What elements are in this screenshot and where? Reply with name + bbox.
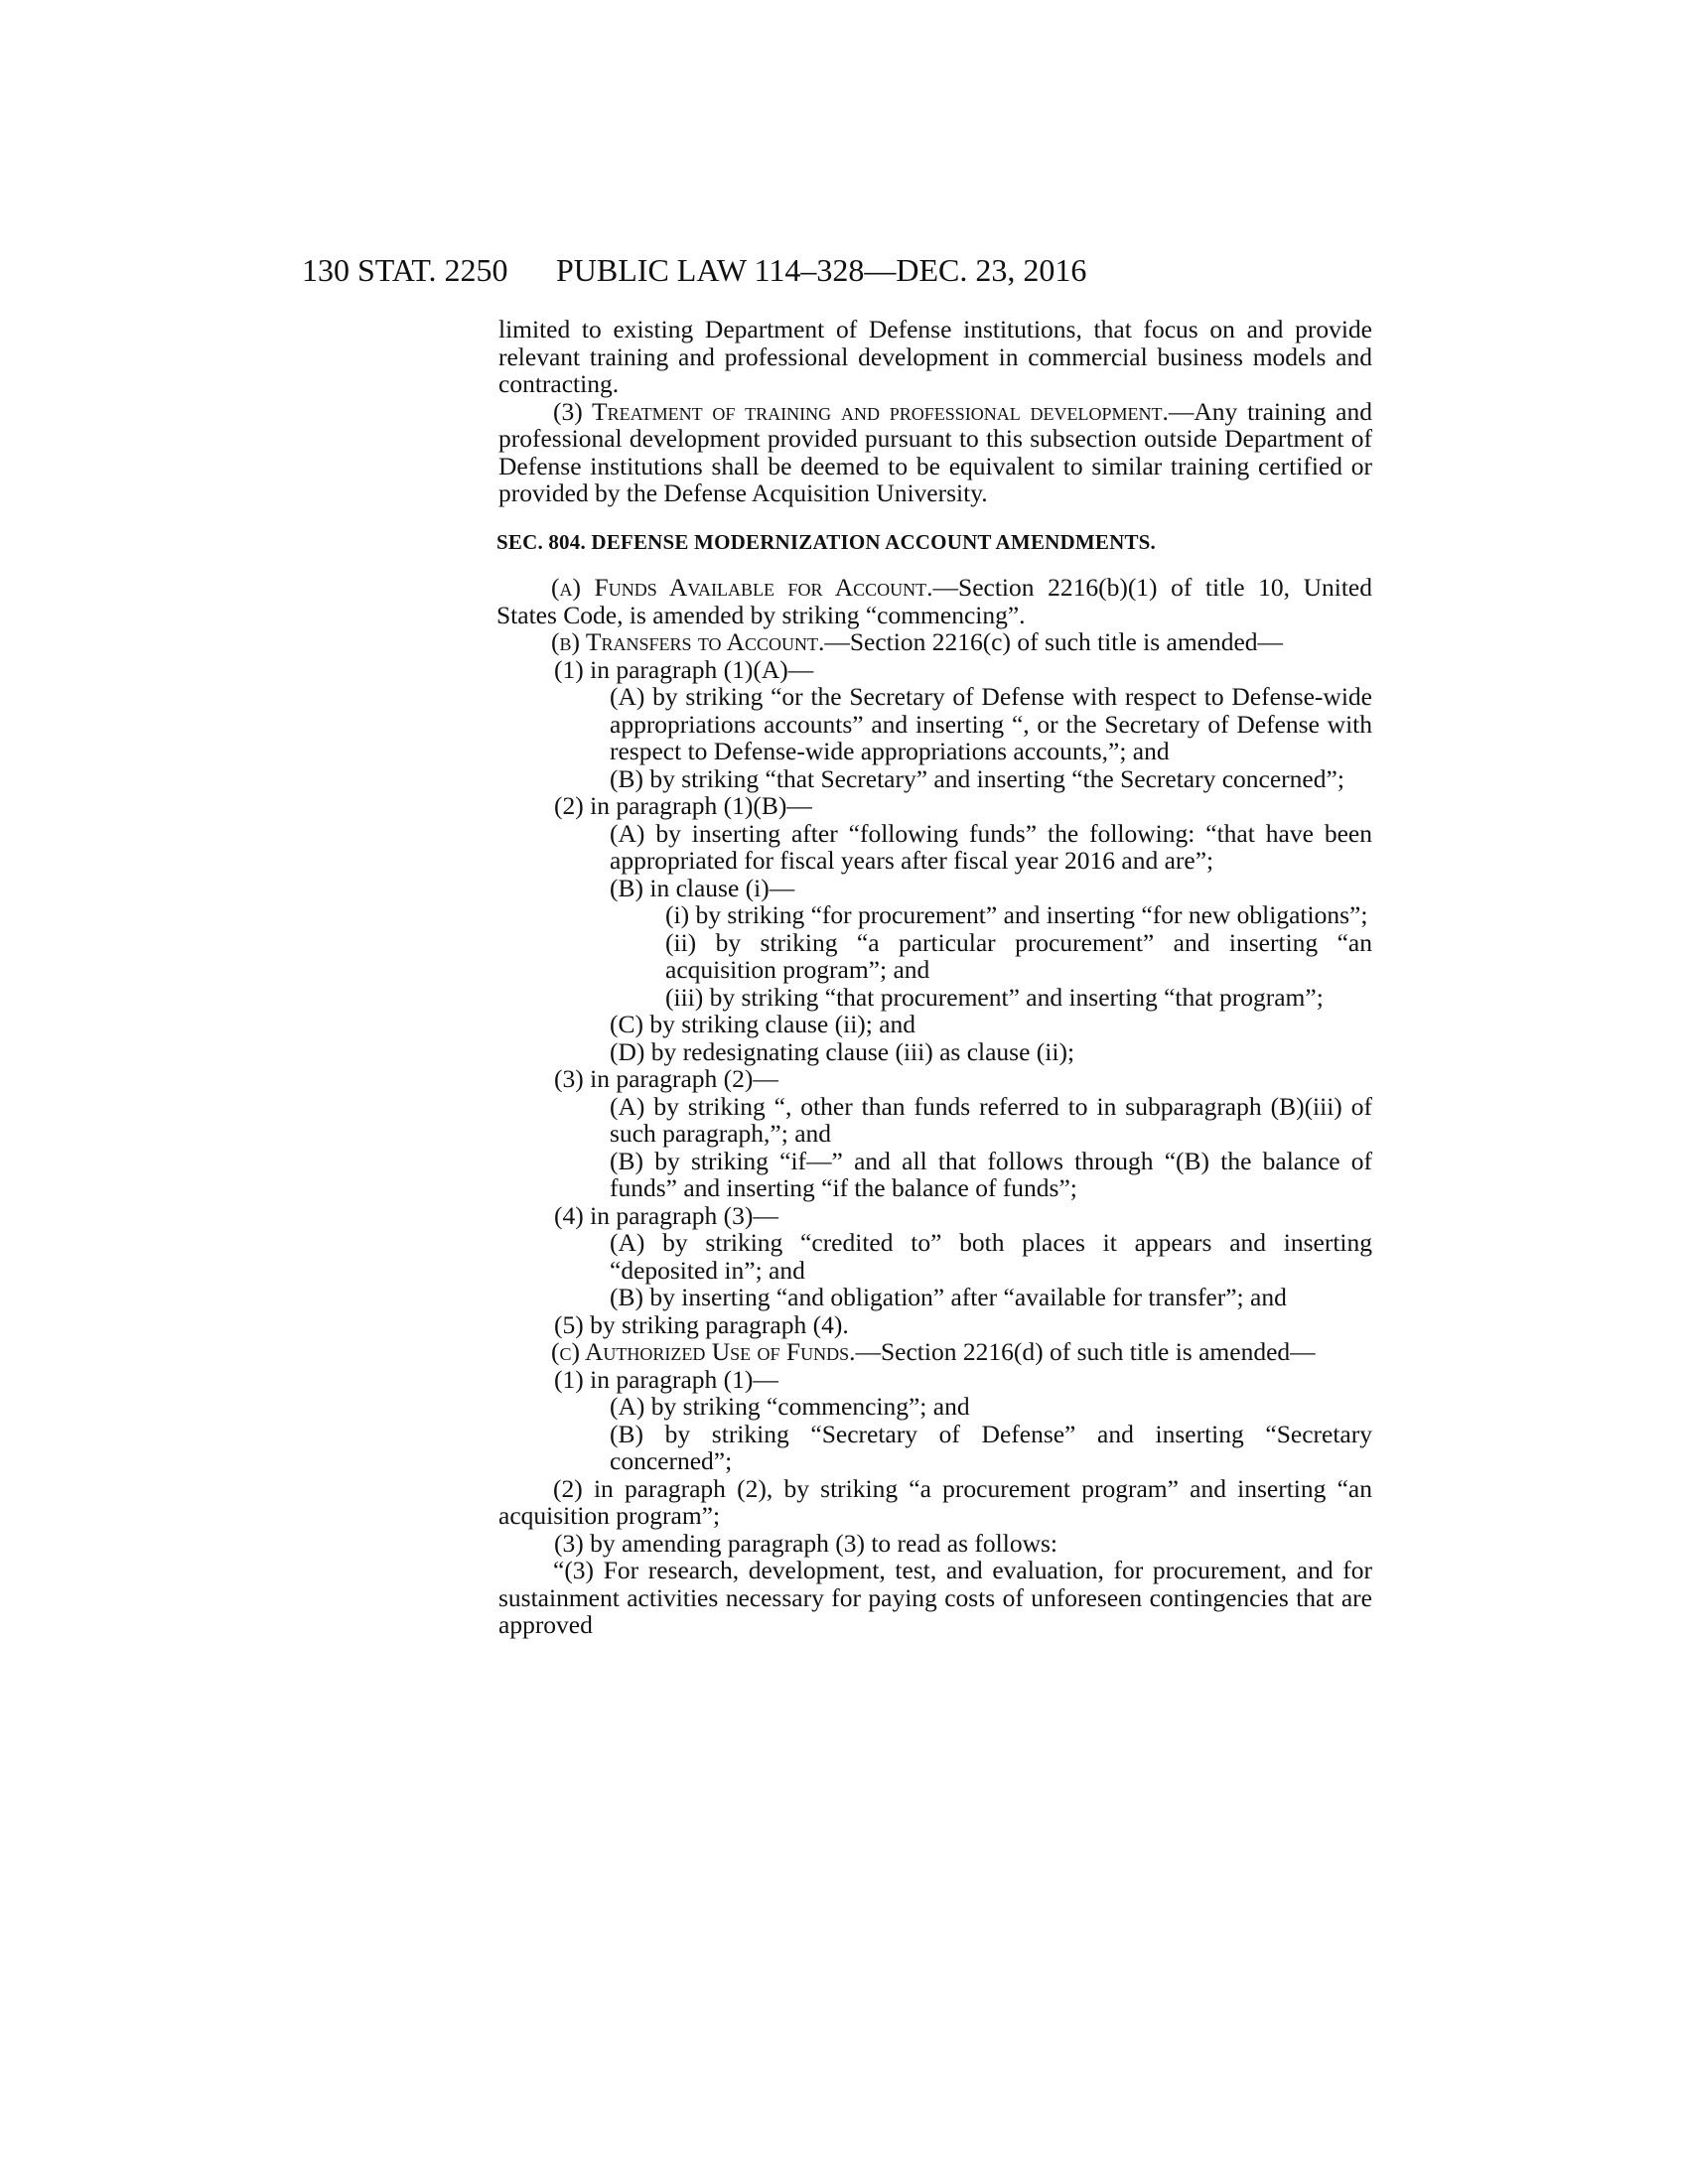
clause-b5: (5) by striking paragraph (4). bbox=[554, 1309, 849, 1339]
clause-b3A: (A) by striking “, other than funds referred to in subparagraph (B)(iii) of such paragraph,”; and bbox=[610, 1091, 1372, 1148]
subsection-c-text: —Section 2216(d) of such title is amended— bbox=[855, 1337, 1316, 1366]
clause-b2Biii: (iii) by striking “that procurement” and inserting “that program”; bbox=[665, 982, 1324, 1012]
subsection-a-heading: (a) Funds Available for Account. bbox=[551, 573, 933, 602]
clause-b4B: (B) by inserting “and obligation” after “available for transfer”; and bbox=[610, 1283, 1287, 1311]
page-header bbox=[302, 250, 1315, 290]
clause-b1: (1) in paragraph (1)(A)— bbox=[554, 654, 814, 684]
subsection-c-heading: (c) Authorized Use of Funds. bbox=[551, 1337, 856, 1366]
clause-b2: (2) in paragraph (1)(B)— bbox=[554, 791, 812, 820]
clause-b2B: (B) in clause (i)— bbox=[610, 873, 795, 902]
subsection-b bbox=[496, 628, 1372, 656]
stat-page-number: 130 STAT. 2250 bbox=[302, 252, 508, 288]
clause-b2D: (D) by redesignating clause (iii) as clause (ii); bbox=[610, 1036, 1075, 1066]
clause-c3-quoted: “(3) For research, development, test, and evaluation, for procurement, and for sustainment activities necessary for paying costs of unforeseen contingencies that are approved bbox=[498, 1556, 1372, 1639]
subsection-b-text: —Section 2216(c) of such title is amended— bbox=[824, 627, 1284, 656]
document-body bbox=[498, 316, 1372, 1639]
clause-b4: (4) in paragraph (3)— bbox=[554, 1200, 778, 1230]
clause-c2: (2) in paragraph (2), by striking “a procurement program” and inserting “an acquisition program”; bbox=[498, 1473, 1372, 1530]
section-heading: SEC. 804. DEFENSE MODERNIZATION ACCOUNT AMENDMENTS. bbox=[496, 529, 1157, 554]
subsection-a-text: —Section 2216(b)(1) of title 10, United States Code, is amended by striking “commencing”. bbox=[496, 573, 1373, 629]
clause-b2A: (A) by inserting after “following funds” the following: “that have been appropriated for fiscal years after fiscal year 2016 and are”; bbox=[610, 818, 1372, 875]
subsection-a bbox=[496, 574, 1372, 628]
clause-b2Bi: (i) by striking “for procurement” and inserting “for new obligations”; bbox=[665, 900, 1368, 929]
clause-b3: (3) in paragraph (2)— bbox=[554, 1064, 778, 1093]
clause-b2Bii: (ii) by striking “a particular procurement” and inserting “an acquisition program”; and bbox=[665, 927, 1372, 984]
continuation-paragraph: limited to existing Department of Defense institutions, that focus on and provide relevant training and professional development in commercial business models and contracting. bbox=[498, 315, 1372, 398]
subsection-b-heading: (b) Transfers to Account. bbox=[551, 627, 825, 656]
clause-b1A: (A) by striking “or the Secretary of Defense with respect to Defense-wide appropriations accounts” and inserting “, or the Secretary of Defense with respect to Defense-wide appropriations accounts,”; and bbox=[610, 682, 1372, 765]
paragraph-3-text: —Any training and professional development provided pursuant to this subsection outside Department of Defense institutions shall be deemed to be equivalent to similar training certified or provided by the Defense Acquisition University. bbox=[498, 396, 1372, 507]
clause-b1B: (B) by striking “that Secretary” and inserting “the Secretary concerned”; bbox=[610, 763, 1344, 793]
public-law-date: PUBLIC LAW 114–328—DEC. 23, 2016 bbox=[556, 252, 1087, 288]
subsection-c bbox=[496, 1338, 1372, 1366]
clause-b2C: (C) by striking clause (ii); and bbox=[610, 1010, 916, 1038]
clause-c1B: (B) by striking “Secretary of Defense” and inserting “Secretary concerned”; bbox=[610, 1419, 1372, 1475]
clause-c1A: (A) by striking “commencing”; and bbox=[610, 1392, 970, 1421]
clause-b3B: (B) by striking “if—” and all that follows through “(B) the balance of funds” and inserting “if the balance of funds”; bbox=[610, 1146, 1372, 1202]
paragraph-3-heading: (3) Treatment of training and professional development. bbox=[553, 396, 1169, 426]
clause-c3: (3) by amending paragraph (3) to read as follows: bbox=[554, 1528, 1057, 1558]
paragraph-3 bbox=[498, 398, 1372, 507]
clause-b4A: (A) by striking “credited to” both places it appears and inserting “deposited in”; and bbox=[610, 1228, 1372, 1285]
clause-c1: (1) in paragraph (1)— bbox=[554, 1364, 778, 1394]
